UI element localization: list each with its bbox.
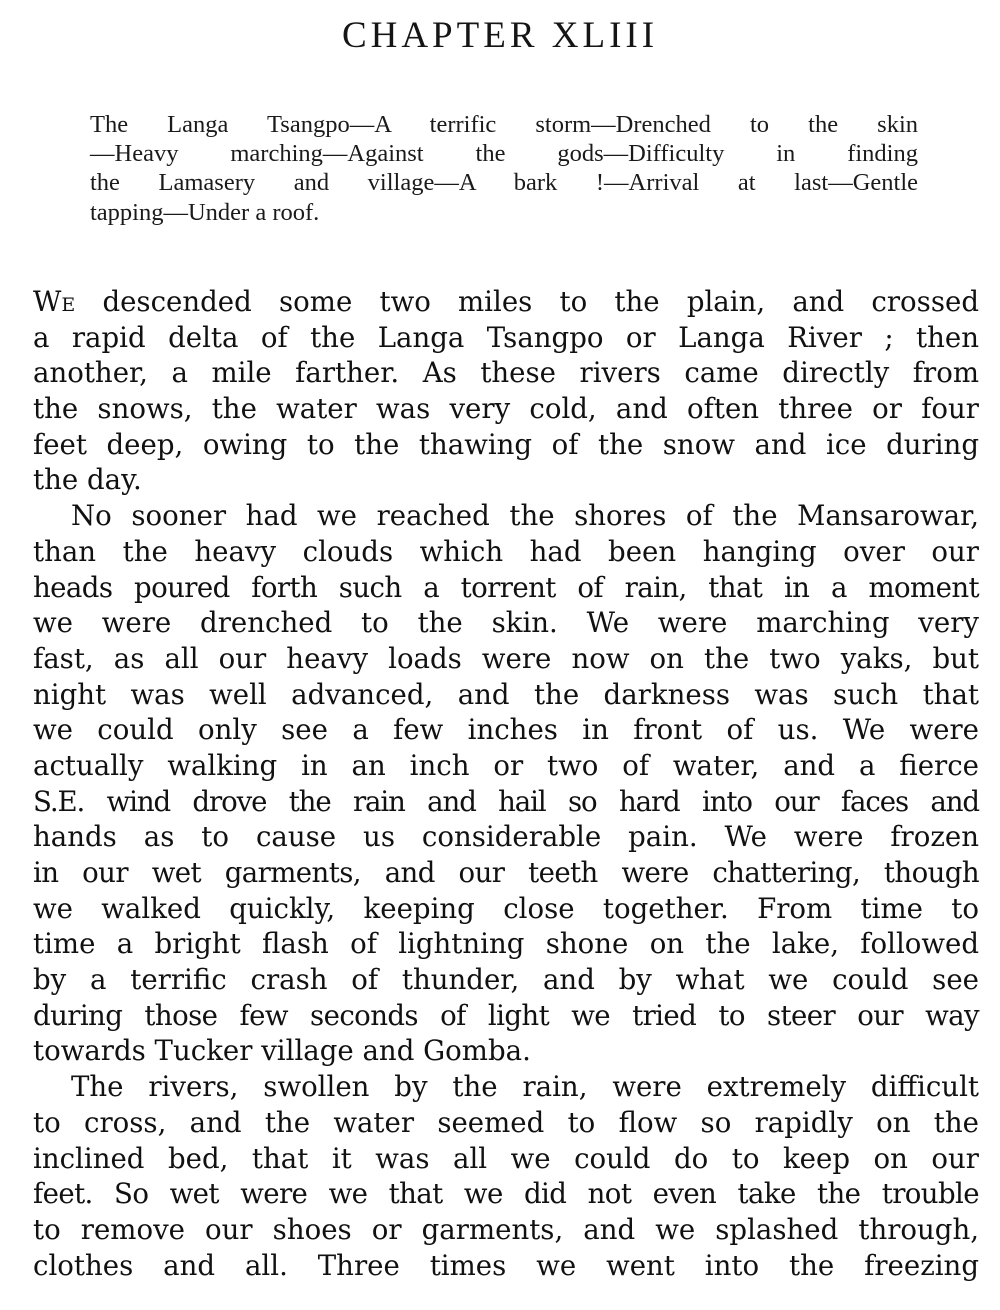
body-line-text: descended some two miles to the plain, and crossed <box>75 285 979 318</box>
body-line: by a terrific crash of thunder, and by what we could see <box>33 963 979 997</box>
body-line: feet deep, owing to the thawing of the snow and ice during <box>33 427 979 461</box>
body-line: another, a mile farther. As these rivers came directly from <box>33 356 979 390</box>
body-line: to cross, and the water seemed to flow so rapidly on the <box>33 1105 979 1139</box>
body-line: the day. <box>33 463 142 497</box>
body-line: a rapid delta of the Langa Tsangpo or Langa River ; then <box>33 320 979 354</box>
body-line: clothes and all. Three times we went into the freezing <box>33 1248 979 1282</box>
body-line: than the heavy clouds which had been hanging over our <box>33 534 979 568</box>
chapter-title: CHAPTER XLIII <box>341 15 659 56</box>
lead-word: We <box>33 285 76 318</box>
body-line: fast, as all our heavy loads were now on the two yaks, but <box>33 641 979 675</box>
body-line: The rivers, swollen by the rain, were extremely difficult <box>71 1070 979 1104</box>
body-line <box>33 284 979 320</box>
body-line: in our wet garments, and our teeth were chattering, though <box>33 856 979 889</box>
body-line: to remove our shoes or garments, and we splashed through, <box>33 1212 979 1246</box>
body-line: time a bright flash of lightning shone on the lake, followed <box>33 927 979 961</box>
body-text <box>33 284 979 1283</box>
body-line: inclined bed, that it was all we could do to keep on our <box>33 1141 979 1175</box>
synopsis-line: The Langa Tsangpo—A terrific storm—Drenched to the skin <box>90 111 918 138</box>
body-line: feet. So wet were we that we did not even take the trouble <box>33 1177 979 1211</box>
body-line: during those few seconds of light we tried to steer our way <box>33 998 979 1032</box>
body-line: the snows, the water was very cold, and often three or four <box>33 392 979 426</box>
chapter-synopsis <box>90 110 918 227</box>
body-line: S.E. wind drove the rain and hail so hard into our faces and <box>33 784 979 818</box>
body-line: towards Tucker village and Gomba. <box>33 1034 531 1068</box>
body-line: actually walking in an inch or two of water, and a fierce <box>33 748 979 782</box>
synopsis-line: —Heavy marching—Against the gods—Difficulty in finding <box>90 140 918 168</box>
body-line: heads poured forth such a torrent of rain, that in a moment <box>33 570 979 604</box>
body-line: night was well advanced, and the darkness was such that <box>33 677 979 711</box>
body-line: we could only see a few inches in front of us. We were <box>33 713 979 747</box>
synopsis-line: tapping—Under a roof. <box>90 198 320 226</box>
body-line: we were drenched to the skin. We were marching very <box>33 606 979 640</box>
synopsis-line: the Lamasery and village—A bark !—Arrival at last—Gentle <box>90 169 918 197</box>
body-line: hands as to cause us considerable pain. We were frozen <box>33 820 979 854</box>
body-line: we walked quickly, keeping close together. From time to <box>33 891 979 925</box>
body-line: No sooner had we reached the shores of the Mansarowar, <box>71 499 979 533</box>
